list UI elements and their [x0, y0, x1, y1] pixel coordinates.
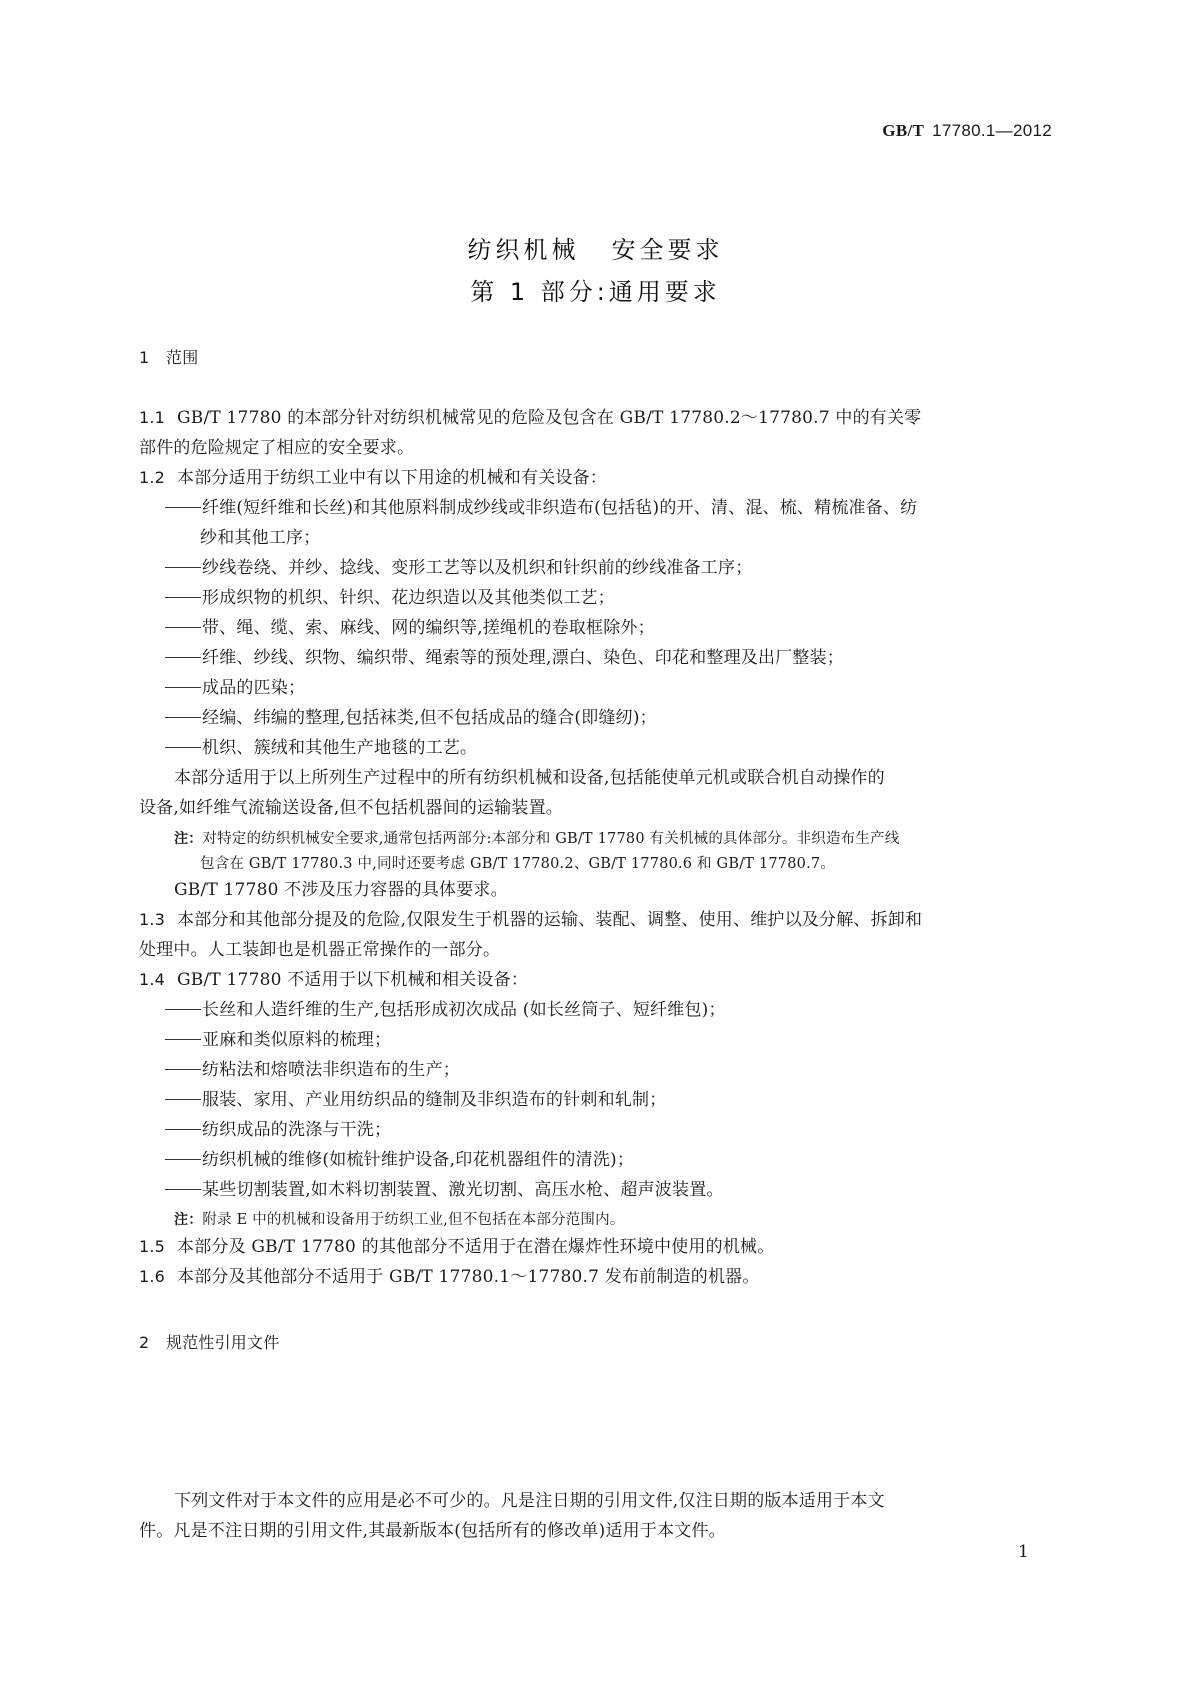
list-item-text: 纺粘法和熔喷法非织造布的生产； — [202, 1060, 460, 1080]
list-item — [165, 617, 655, 639]
dash-bullet — [165, 747, 201, 748]
list-item — [165, 677, 305, 699]
note-text: 对特定的纺织机械安全要求,通常包括两部分:本部分和 GB/T 17780 有关机械的具体部分。非织造布生产线 — [202, 831, 900, 847]
clause-number: 1.3 — [139, 910, 166, 929]
note-label: 注： — [174, 1212, 203, 1228]
dash-bullet — [165, 507, 201, 508]
clause-number: 1.1 — [139, 408, 166, 427]
list-item — [165, 1029, 391, 1051]
section-title: 规范性引用文件 — [166, 1333, 280, 1352]
list-item-text: 带、绳、缆、索、麻线、网的编织等,搓绳机的卷取框除外； — [202, 618, 655, 638]
section-heading-normative-references — [139, 1332, 279, 1354]
dash-bullet — [165, 627, 201, 628]
dash-bullet — [165, 1009, 201, 1010]
dash-bullet — [165, 657, 201, 658]
note — [174, 828, 899, 850]
clause-1-2-lead — [139, 467, 607, 489]
note-text: 附录 E 中的机械和设备用于纺织工业,但不包括在本部分范围内。 — [202, 1212, 625, 1228]
dash-bullet — [165, 717, 201, 718]
dash-bullet — [165, 1069, 201, 1070]
list-item-text: 纺织成品的洗涤与干洗； — [202, 1120, 392, 1140]
dash-bullet — [165, 1039, 201, 1040]
section-title: 范围 — [166, 348, 199, 367]
list-item — [165, 1119, 391, 1141]
list-item-text: 亚麻和类似原料的梳理； — [202, 1030, 392, 1050]
paragraph-line: 下列文件对于本文件的应用是必不可少的。凡是注日期的引用文件,仅注日期的版本适用于本文 — [174, 1491, 885, 1511]
page-number: 1 — [1018, 1542, 1029, 1562]
list-item — [165, 647, 844, 669]
dash-bullet — [165, 1099, 201, 1100]
clause-text: 本部分适用于纺织工业中有以下用途的机械和有关设备： — [177, 468, 607, 488]
list-item-text: 纱线卷绕、并纱、捻线、变形工艺等以及机织和针织前的纱线准备工序； — [202, 558, 753, 578]
list-item — [165, 1059, 460, 1081]
list-item-text: 纤维、纱线、织物、编织带、绳索等的预处理,漂白、染色、印花和整理及出厂整装； — [202, 648, 845, 668]
list-item-text: 纺织机械的维修(如梳针维护设备,印花机器组件的清洗)； — [202, 1150, 635, 1170]
standard-prefix: GB/T — [882, 121, 925, 140]
list-item — [165, 999, 726, 1021]
title-part-b: 安全要求 — [611, 236, 724, 264]
section-number: 1 — [139, 348, 150, 367]
document-title-line2: 第 1 部分:通用要求 — [470, 278, 721, 306]
clause-number: 1.5 — [139, 1237, 166, 1256]
document-title-line1 — [0, 230, 1191, 265]
note-continuation: 包含在 GB/T 17780.3 中,同时还要考虑 GB/T 17780.2、GB/T 17780.6 和 GB/T 17780.7。 — [200, 856, 836, 872]
dash-bullet — [165, 567, 201, 568]
list-item-text: 形成织物的机织、针织、花边织造以及其他类似工艺； — [202, 588, 615, 608]
clause-number: 1.4 — [139, 970, 166, 989]
clause-text: 本部分及其他部分不适用于 GB/T 17780.1～17780.7 发布前制造的机器。 — [177, 1267, 760, 1287]
clause-text: GB/T 17780 不适用于以下机械和相关设备： — [177, 970, 529, 990]
clause-1-6 — [139, 1266, 760, 1288]
clause-text: 本部分及 GB/T 17780 的其他部分不适用于在潜在爆炸性环境中使用的机械。 — [177, 1237, 775, 1257]
section-number: 2 — [139, 1333, 150, 1352]
list-item — [165, 497, 917, 519]
list-item-text: 经编、纬编的整理,包括袜类,但不包括成品的缝合(即缝纫)； — [202, 708, 657, 728]
dash-bullet — [165, 597, 201, 598]
clause-1-5 — [139, 1236, 774, 1258]
standard-number — [882, 121, 1052, 141]
paragraph-line: GB/T 17780 不涉及压力容器的具体要求。 — [174, 880, 508, 900]
note — [174, 1209, 625, 1231]
list-item-text: 某些切割装置,如木料切割装置、激光切割、高压水枪、超声波装置。 — [202, 1180, 724, 1200]
list-item — [165, 587, 615, 609]
list-item — [165, 557, 752, 579]
paragraph-line: 设备,如纤维气流输送设备,但不包括机器间的运输装置。 — [139, 798, 564, 818]
paragraph-line: 本部分适用于以上所列生产过程中的所有纺织机械和设备,包括能使单元机或联合机自动操作的 — [174, 768, 885, 788]
list-item-text: 机织、簇绒和其他生产地毯的工艺。 — [202, 738, 478, 758]
dash-bullet — [165, 687, 201, 688]
clause-1-3-line1 — [139, 909, 922, 931]
note-label: 注： — [174, 831, 203, 847]
dash-bullet — [165, 1189, 201, 1190]
clause-1-1-line2: 部件的危险规定了相应的安全要求。 — [139, 438, 415, 458]
clause-1-3-line2: 处理中。人工装卸也是机器正常操作的一部分。 — [139, 940, 501, 960]
list-item-text: 纤维(短纤维和长丝)和其他原料制成纱线或非织造布(包括毡)的开、清、混、梳、精梳准备、纺 — [202, 498, 918, 518]
list-item — [165, 707, 657, 729]
clause-text: GB/T 17780 的本部分针对纺织机械常见的危险及包含在 GB/T 17780.2～17780.7 中的有关零 — [177, 408, 922, 428]
clause-1-4-lead — [139, 969, 528, 991]
clause-1-1-line1 — [139, 407, 921, 429]
clause-number: 1.2 — [139, 468, 166, 487]
list-item — [165, 1179, 724, 1201]
list-item-text: 成品的匹染； — [202, 678, 306, 698]
list-item-text: 长丝和人造纤维的生产,包括形成初次成品 (如长丝筒子、短纤维包)； — [202, 1000, 726, 1020]
list-item — [165, 1149, 634, 1171]
dash-bullet — [165, 1159, 201, 1160]
list-item-text: 服装、家用、产业用纺织品的缝制及非织造布的针刺和轧制； — [202, 1090, 667, 1110]
paragraph-line: 件。凡是不注日期的引用文件,其最新版本(包括所有的修改单)适用于本文件。 — [139, 1521, 726, 1541]
clause-number: 1.6 — [139, 1267, 166, 1286]
list-item-continuation: 纱和其他工序； — [200, 528, 321, 548]
clause-text: 本部分和其他部分提及的危险,仅限发生于机器的运输、装配、调整、使用、维护以及分解、拆卸和 — [177, 910, 923, 930]
list-item — [165, 1089, 666, 1111]
title-part-a: 纺织机械 — [467, 236, 580, 264]
section-heading-scope — [139, 347, 198, 369]
dash-bullet — [165, 1129, 201, 1130]
standard-code: 17780.1—2012 — [932, 121, 1052, 140]
list-item — [165, 737, 477, 759]
